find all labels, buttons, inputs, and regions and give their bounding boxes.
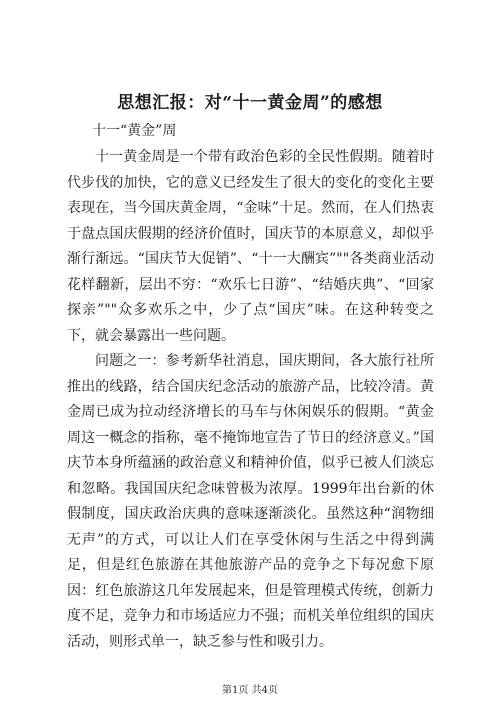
page-footer: 第1页 共4页: [222, 685, 278, 696]
document-title: 思想汇报：对“十一黄金周”的感想: [117, 93, 383, 113]
paragraph-problem-one: 问题之一：参考新华社消息，国庆期间，各大旅行社所推出的线路，结合国庆纪念活动的旅游产品，比较冷清。黄金周已成为拉动经济增长的马车与休闲娱乐的假期。“黄金周这一概念的指称，毫不掩饰地宣告了节日的经济意义。”国庆节本身所蕴涵的政治意义和精神价值，似乎已被人们淡忘和忽略。我国国庆纪念味曾极为浓厚。1999年出台新的休假制度，国庆政治庆典的意味逐渐淡化。虽然这种“润物细无声”的方式，可以让人们在享受休闲与生活之中得到满足，但是红色旅游在其他旅游产品的竞争之下每况愈下原因：红色旅游这几年发展起来，但是管理模式传统，创新力度不足，竞争力和市场适应力不强；而机关单位组织的国庆活动，则形式单一，缺乏参与性和吸引力。: [67, 353, 434, 650]
document-subtitle: 十一“黄金”周: [92, 123, 177, 139]
document-body: [67, 145, 434, 655]
paragraph-intro: 十一黄金周是一个带有政治色彩的全民性假期。随着时代步伐的加快，它的意义已经发生了很大的变化的变化主要表现在，当今国庆黄金周，“金味”十足。然而，在人们热衷于盘点国庆假期的经济价值时，国庆节的本原意义，却似乎渐行渐远。“国庆节大促销”、“十一大酬宾”""各类商业活动花样翻新，层出不穷：“欢乐七日游”、“结婚庆典”、“回家探亲”""众多欢乐之中，少了点“国庆”味。在这种转变之下，就会暴露出一些问题。: [67, 149, 434, 344]
